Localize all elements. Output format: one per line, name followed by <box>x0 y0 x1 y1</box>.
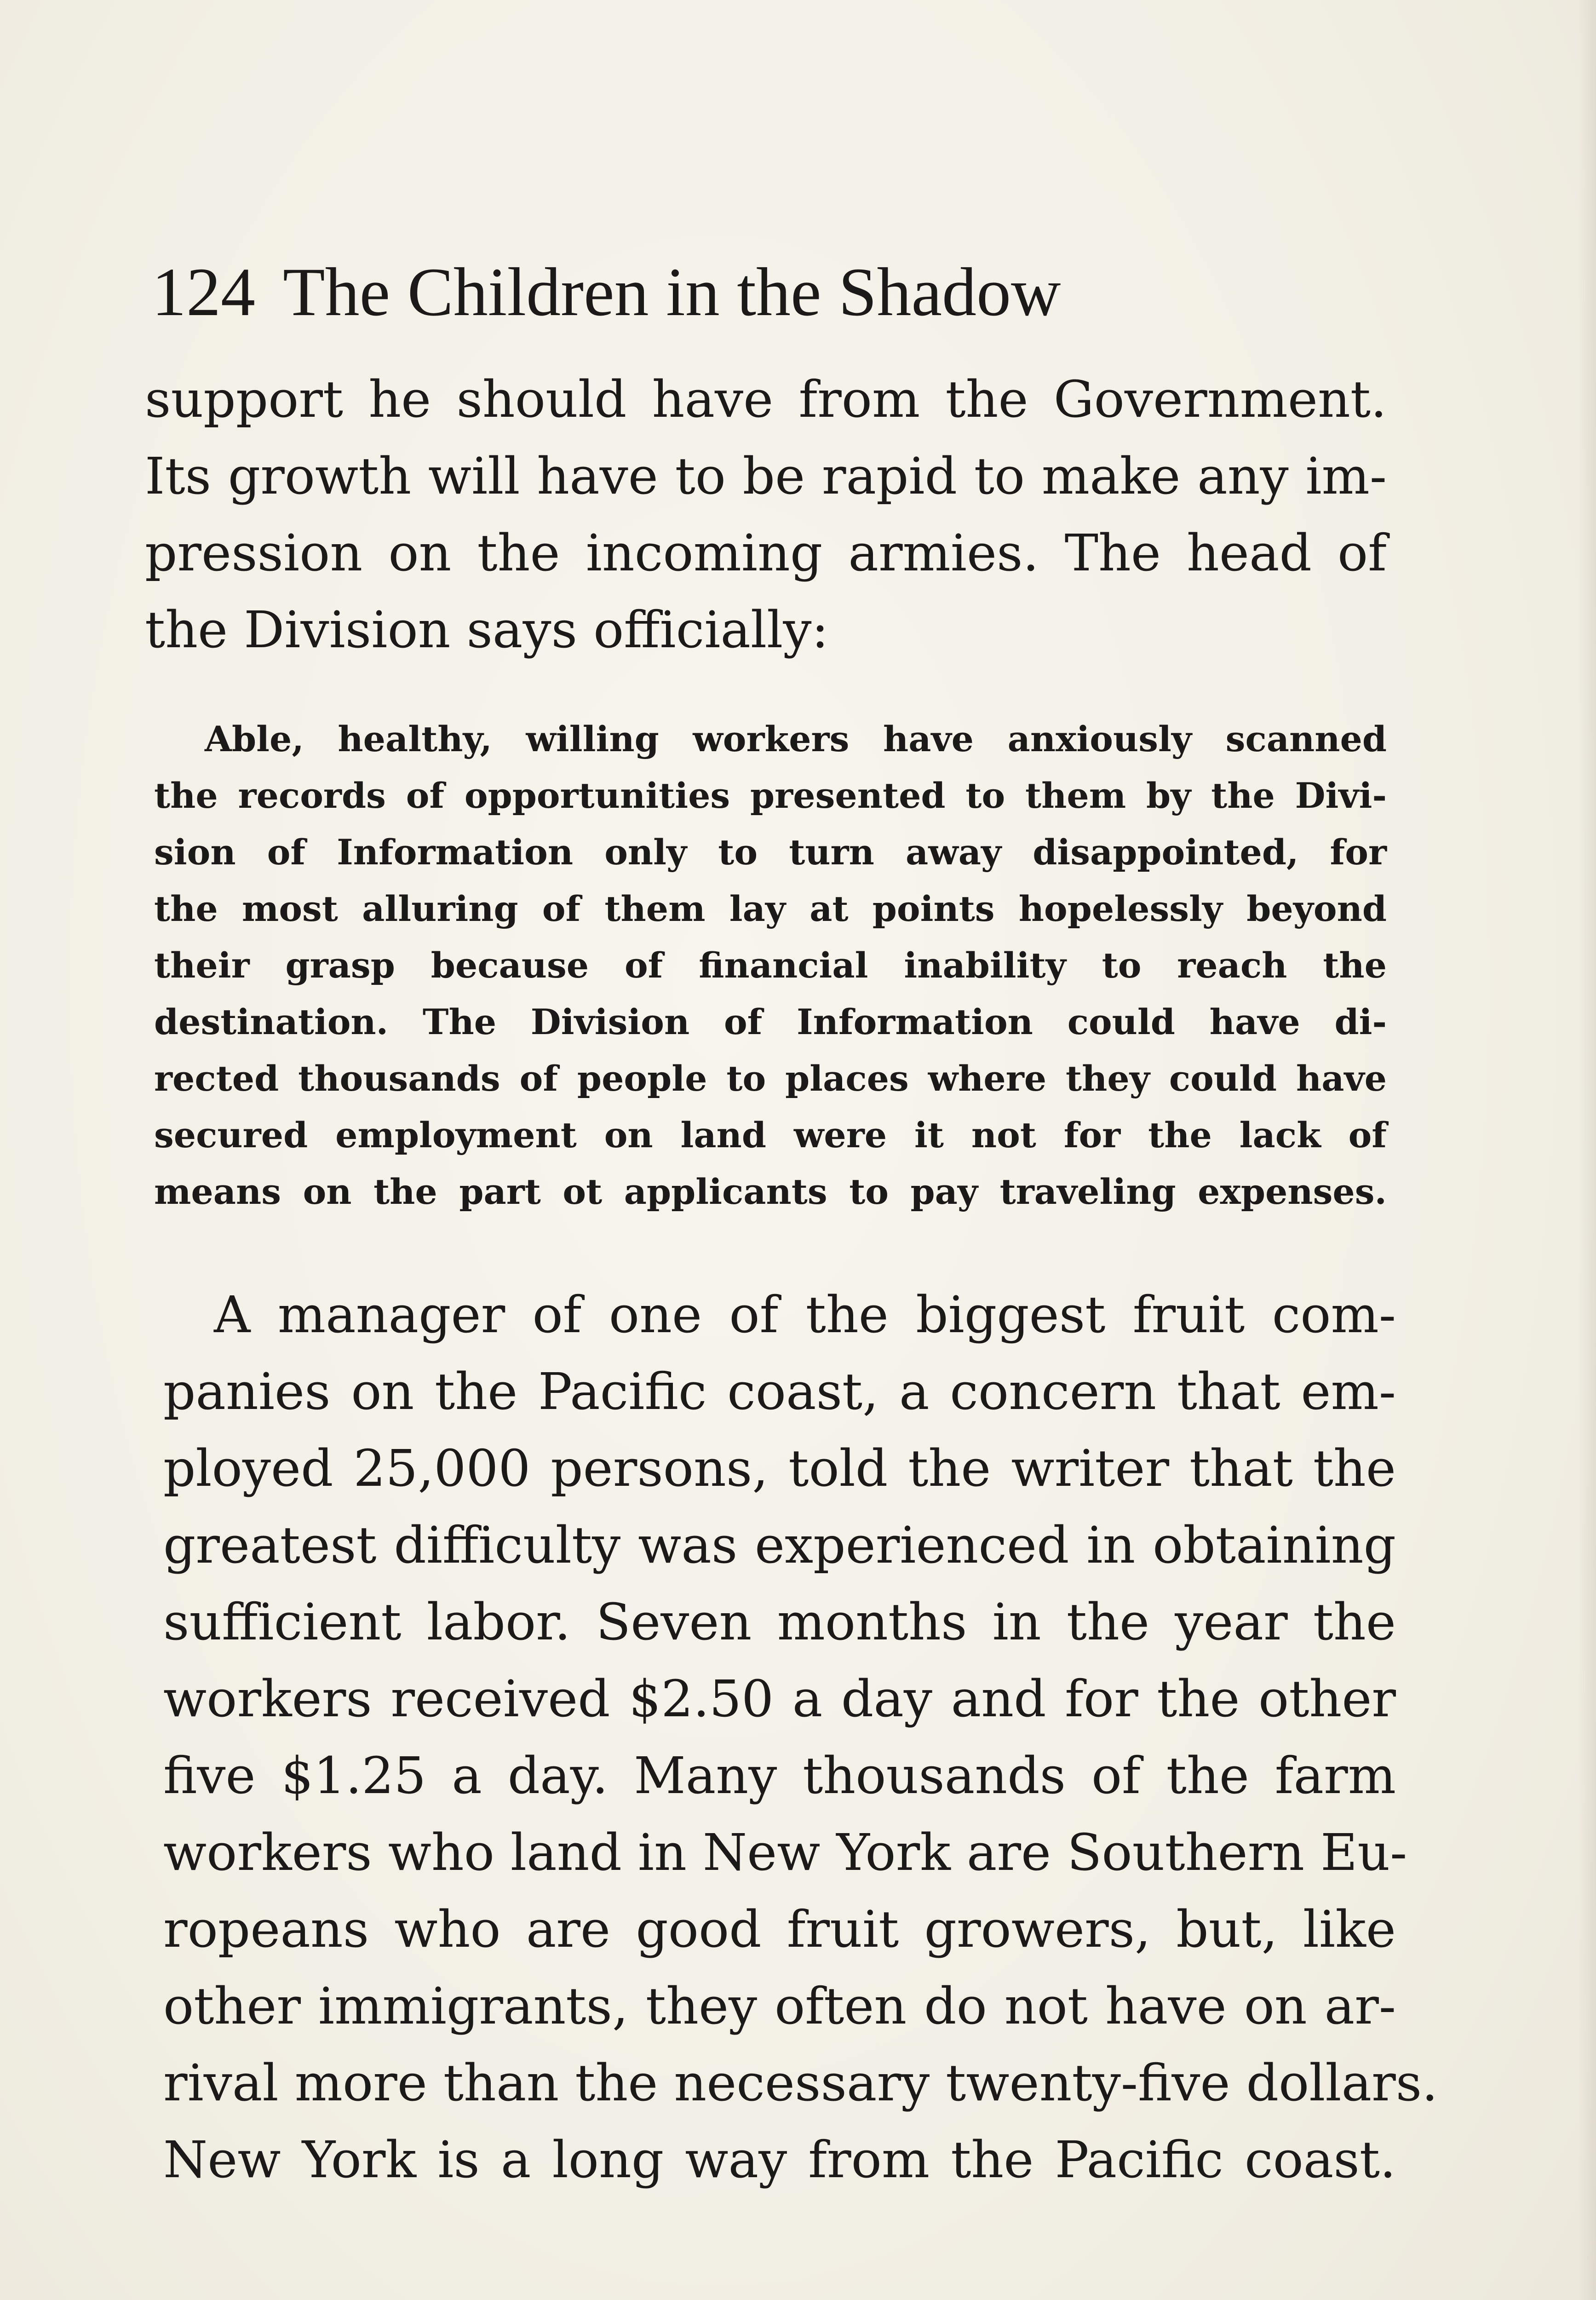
text-line: ployed 25,000 persons, told the writer that the <box>163 1439 1396 1498</box>
text-line: five $1.25 a day. Many thousands of the farm <box>163 1746 1396 1805</box>
text-line: rival more than the necessary twenty-five dollars. <box>163 2053 1438 2112</box>
quote-line: destination. The Division of Information could have di- <box>154 1001 1387 1042</box>
quote-line: means on the part ot applicants to pay traveling expenses. <box>154 1171 1387 1212</box>
text-line: sufficient labor. Seven months in the year the <box>163 1593 1396 1651</box>
text-line: greatest difficulty was experienced in obtaining <box>163 1516 1396 1575</box>
quote-line: secured employment on land were it not for the lack of <box>154 1115 1387 1156</box>
text-line: New York is a long way from the Pacific coast. <box>163 2130 1396 2189</box>
running-title: The Children in the Shadow <box>283 254 1061 330</box>
quote-line: the most alluring of them lay at points hopelessly beyond <box>154 888 1387 929</box>
text-line: ropeans who are good fruit growers, but, like <box>163 1900 1396 1959</box>
text-line: A manager of one of the biggest fruit com- <box>214 1285 1396 1344</box>
text-line: support he should have from the Government. <box>145 370 1387 429</box>
quote-line: rected thousands of people to places where they could have <box>154 1058 1387 1099</box>
paragraph-continuation <box>145 361 1387 668</box>
text-line: other immigrants, they often do not have on ar- <box>163 1977 1396 2036</box>
text-line: panies on the Pacific coast, a concern that em- <box>163 1362 1396 1421</box>
text-line: the Division says officially: <box>145 600 829 659</box>
quote-line: their grasp because of financial inability to reach the <box>154 945 1387 986</box>
quote-line: the records of opportunities presented to them by the Divi- <box>154 775 1387 816</box>
block-quote <box>154 711 1387 1220</box>
running-head <box>152 251 1256 334</box>
text-line: pression on the incoming armies. The head of <box>145 523 1387 582</box>
text-line: Its growth will have to be rapid to make any im- <box>145 447 1387 506</box>
page-number: 124 <box>152 254 255 330</box>
text-line: workers received $2.50 a day and for the other <box>163 1669 1396 1728</box>
quote-line: sion of Information only to turn away disappointed, for <box>154 832 1387 873</box>
page-edge-shadow <box>1578 0 1596 2300</box>
paragraph-fruit-companies <box>163 1276 1438 2198</box>
quote-line: Able, healthy, willing workers have anxiously scanned <box>205 719 1387 759</box>
text-line: workers who land in New York are Southern Eu- <box>163 1823 1407 1882</box>
